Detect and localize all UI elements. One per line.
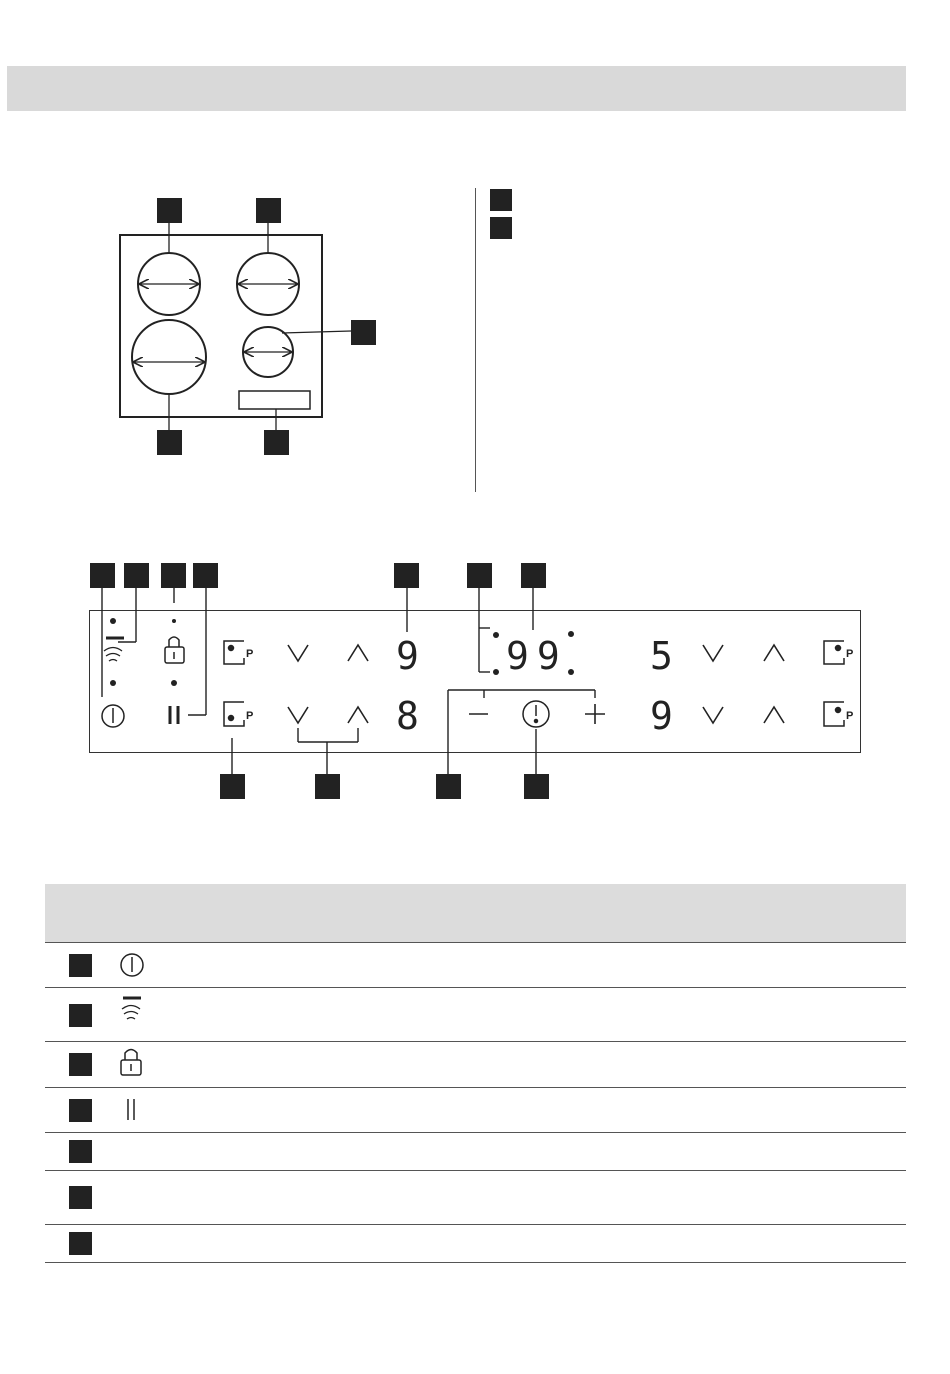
svg-text:P: P [246,710,254,722]
power-icon [121,954,143,976]
svg-text:P: P [846,710,854,722]
hob2hood-icon [122,998,141,1019]
display-front-left: 8 [396,694,419,738]
display-timer: 99 [506,634,568,678]
lock-icon [121,1050,141,1076]
display-rear-left: 9 [396,634,419,678]
pause-icon [128,1099,134,1120]
svg-text:P: P [246,648,254,660]
display-front-right: 9 [650,694,673,738]
svg-text:P: P [846,648,854,660]
display-rear-right: 5 [650,634,673,678]
